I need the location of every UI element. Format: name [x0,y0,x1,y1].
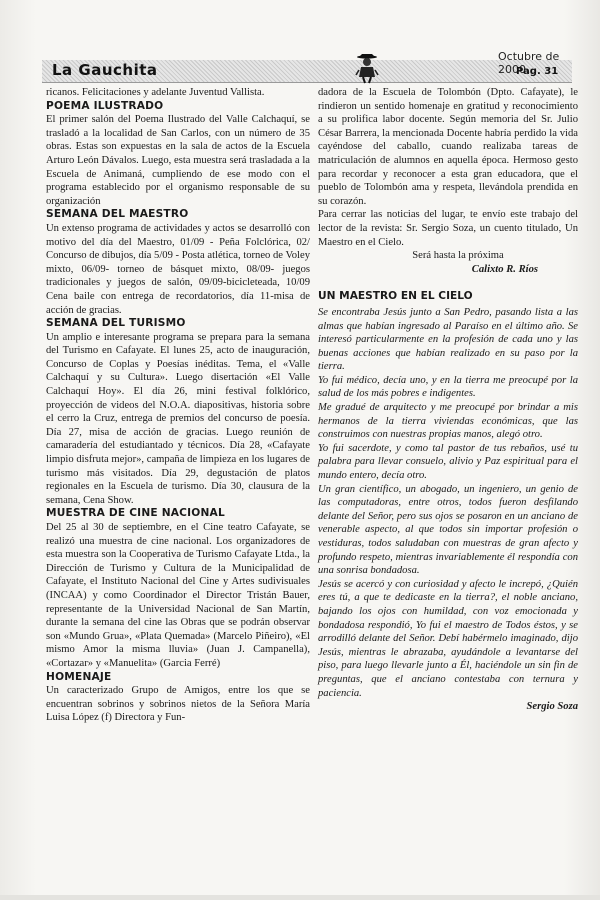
right-column [318,86,578,714]
page-number: Pag. 31 [516,66,559,77]
story-author: Sergio Soza [526,701,578,713]
story-paragraph: Yo fui sacerdote, y como tal pastor de tus rebaños, usé tu palabra para llevar consuelo, alivio y Paz espiritual para el mundo entero, decía otro. [318,442,578,482]
story-paragraph: Jesús se acercó y con curiosidad y afecto le increpó, ¿Quién eres tú, a que te dedicaste en la tierra?, el noble anciano, bajando los ojos con humildad, con voz emocionada y bondadosa respondió, Yo fui el maestro de Todos éstos, y se arrodilló delante del Señor. Debí habérmelo imaginado, dijo Jesús, mientras le abrazaba, ayudándole a levantarse del piso, para luego llevarle junto a Él, haciéndole un sin fin de preguntas, que el anciano contestaba con ternura y paciencia. [318,578,578,699]
page-edge [0,895,600,900]
page-header [42,50,572,86]
continued-paragraph: dadora de la Escuela de Tolombón (Dpto. Cafayate), le rindieron un sentido homenaje en gratitud y reconocimiento a su prolifica labor docente. Según memoria del Sr. Julio César Barrera, la mencionada Docente habría perdido la vida cayéndose del caballo, cuando realizaba tareas de matriculación de alumnos en aquella época. Hermoso gesto para recordar y reconocer a esta gran educadora, que el pueblo de Tolombón ama y respeta, llevándola prendida en su corazón. [318,87,578,207]
closing-paragraph: Para cerrar las noticias del lugar, te envío este trabajo del lector de la revista: Sr. Sergio Soza, un cuento titulado, Un Maestro en el Cielo. [318,209,578,248]
section-paragraph: Un amplio e interesante programa se prepara para la semana del Turismo en Cafayate. El lunes 25, acto de inauguración, Concurso de Coplas y Poesías inéditas. Tema, el «Valle Calchaquí y su Cultura». Luego disertación «El Valle Calchaquí Hoy». El día 26, mini festival folklórico, proyección de videos del N.O.A. diapositivas, historia sobre el cerro la Cruz, entrega de premios del concurso de poesía. Día 27, misa de acción de gracias. Luego reunión de camaradería del estudiantado y técnicos. Día 28, «Cafayate limpio disfruta mejor», campaña de limpieza en los lugares de turismo más visitados. Día 29, degustación de platos regionales en la Escuela de turismo. Día 30, clausura de la semana, Cena Show. [46,331,310,506]
story-paragraph: Un gran científico, un abogado, un ingeniero, un genio de las computadoras, entre otros, todos fueron desfilando delante del Señor, pero sus ojos se posaron en un anciano de venerable aspecto, al que todos sin importar profesión o vestiduras, todos saludaban con muestras de gran afecto y profundo respeto, mientras invariablemente él respondía con una sonrisa bondadosa. [318,483,578,577]
intro-paragraph: ricanos. Felicitaciones y adelante Juventud Vallista. [46,87,265,98]
section-heading: MUESTRA DE CINE NACIONAL [46,507,225,520]
story-title: UN MAESTRO EN EL CIELO [318,290,473,303]
issue-date: Octubre de 2000 [498,50,560,76]
story-paragraph: Yo fui médico, decía uno, y en la tierra me preocupé por la salud de los más pobres e indigentes. [318,374,578,400]
left-column [46,86,310,725]
section-paragraph: Del 25 al 30 de septiembre, en el Cine teatro Cafayate, se realizó una muestra de cine nacional. Los organizadores de esta muestra son la Cooperativa de Turismo Cafayate Ltda., la Dirección de Turismo y Cultura de la Municipalidad de Cafayate, el Instituto Nacional del Cine y Artes sudivisuales (INCAA) y como Coordinador el Director Tristán Bauer, representante de la Universidad Nacional de San Martín, durante la semana del cine las Obras que se podrán observar son «Mundo Grua», «Plata Quemada» (Marcelo Piñeiro), «El mismo Amor la misma lluvia» (Juan J. Campanella), «Cortazar» y «Manuelita» (Garcia Ferré) [46,522,310,669]
section-paragraph: Un caracterizado Grupo de Amigos, entre los que se encuentran sobrinos y sobrinos nietos de la Señora María Luisa López (f) Directora y Fun- [46,685,310,724]
section-heading: POEMA ILUSTRADO [46,99,164,112]
story-paragraph: Se encontraba Jesús junto a San Pedro, pasando lista a las almas que habían ingresado al Paraíso en el último año. Se interesó particularmente en la profesión de cada uno y las buenas acciones que habían realizado en su paso por la tierra. [318,306,578,373]
columnist-signature: Calixto R. Ríos [471,263,538,275]
gaucho-mascot-icon [355,50,379,84]
section-heading: SEMANA DEL TURISMO [46,317,186,330]
farewell-line: Será hasta la próxima [412,250,504,262]
story-paragraph: Me gradué de arquitecto y me preocupé por brindar a mis hermanos de la tierra viviendas económicas, que las construimos con nuestras propias manos, alegó otro. [318,402,578,441]
section-heading: HOMENAJE [46,670,112,683]
section-heading: SEMANA DEL MAESTRO [46,208,189,221]
magazine-title: La Gauchita [52,61,158,79]
section-paragraph: Un extenso programa de actividades y actos se desarrolló con motivo del día del Maestro, 01/09 - Peña Folclórica, 02/ Concurso de dibujos, día 5/09 - Posta atlética, torneo de Voley mixto, 06/09- torneo de básquet mixto, 08/09- juegos tradicionales y juegos de salón, 09/09-bicicleteada, 10/09 Cena baile con entrega de recordatorios, día 11-misa de acción de gracias. [46,222,310,316]
section-paragraph: El primer salón del Poema Ilustrado del Valle Calchaquí, se trasladó a la localidad de San Carlos, con un número de 35 obras. Estas son expuestas en la sala de actos de la Escuela Arturo León Dávalos. Luego, esta muestra será trasladada a la Escuela de Animaná, cumpliendo de ese modo con el programa establecido por el organismo responsable de su organización [46,114,310,207]
